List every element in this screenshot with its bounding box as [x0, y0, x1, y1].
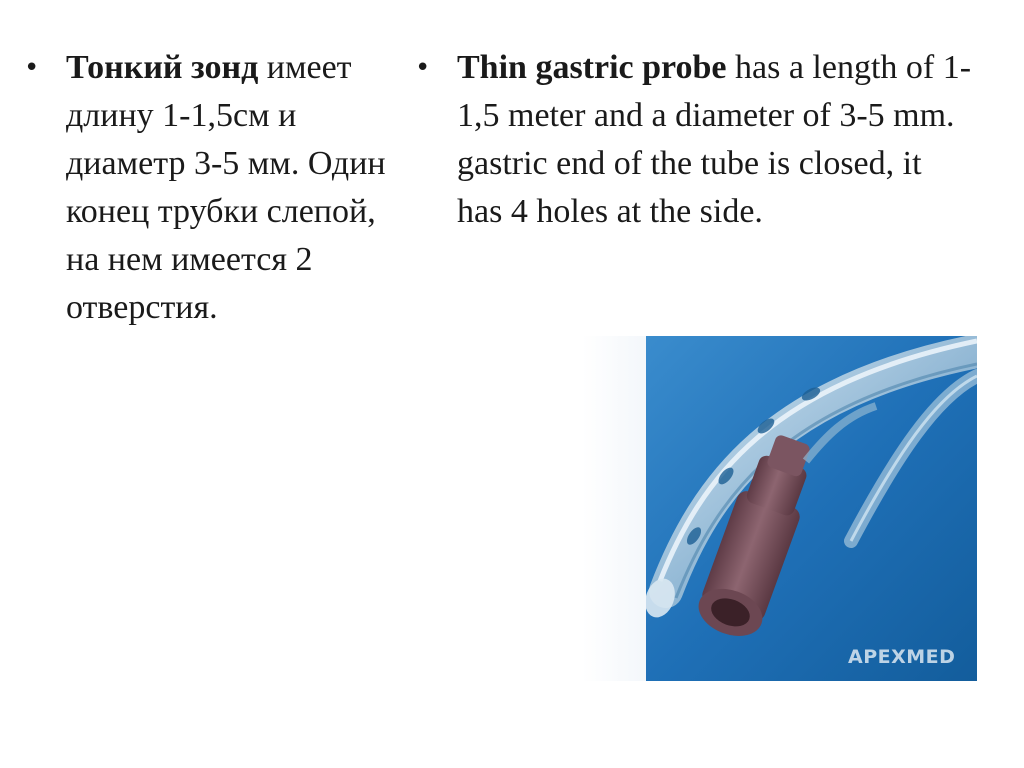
bullet-item-russian [22, 44, 402, 332]
term-english: Thin gastric probe [457, 49, 727, 86]
bullet-icon: • [415, 53, 431, 83]
english-text-block [413, 44, 973, 236]
russian-text-block [22, 44, 402, 332]
bullet-icon: • [24, 53, 40, 83]
term-russian: Тонкий зонд [66, 49, 259, 86]
gastric-probe-photo [646, 336, 977, 681]
description-english: has a length of 1-1,5 meter and a diameter of 3-5 mm. gastric end of the tube is closed, it has 4 holes at the side. [457, 49, 972, 230]
gastric-tube-illustration [646, 336, 977, 681]
description-russian: имеет длину 1-1,5см и диаметр 3-5 мм. Один конец трубки слепой, на нем имеется 2 отверстия. [66, 49, 386, 326]
photo-edge-fade [582, 336, 646, 681]
bullet-item-english [413, 44, 973, 236]
watermark: APEXMED [848, 646, 956, 668]
